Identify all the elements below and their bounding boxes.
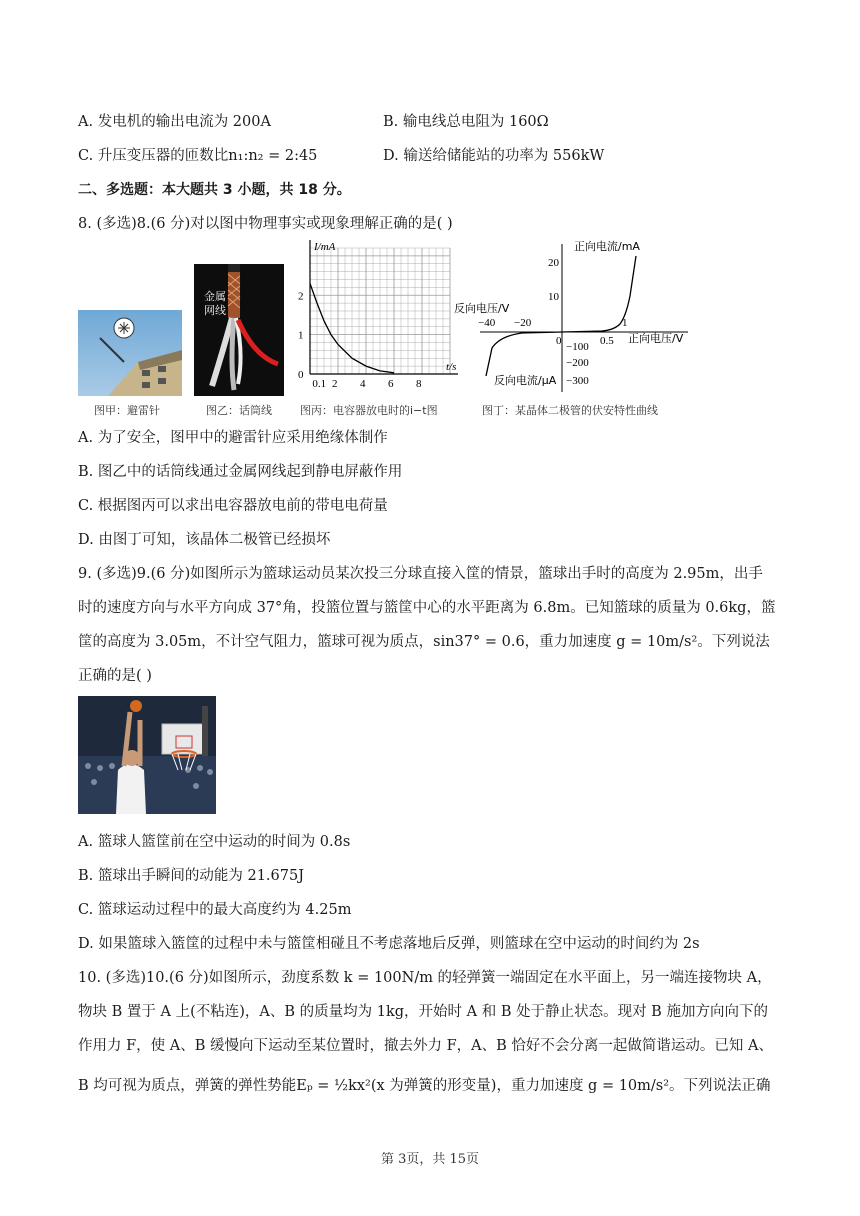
q8-stem: 8. (多选)8.(6 分)对以图中物理事实或现象理解正确的是( ) <box>78 216 453 232</box>
fig2-label-line1: 金属 <box>204 290 226 303</box>
neg-y-axis-label: 反向电流/μA <box>494 374 557 387</box>
fig-lightning-rod-photo <box>78 310 182 396</box>
q9-option-a: A. 篮球人篮筐前在空中运动的时间为 0.8s <box>78 834 351 850</box>
y-axis-label: 正向电流/mA <box>574 240 640 253</box>
x-tick-label: −40 <box>478 317 496 329</box>
x-axis-label: t/s <box>446 361 457 373</box>
fig-microphone-cable-photo <box>194 264 284 396</box>
x-tick-label: 6 <box>388 378 394 390</box>
q7-option-d: D. 输送给储能站的功率为 556kW <box>383 148 605 164</box>
q10-stem-line3: 作用力 F，使 A、B 缓慢向下运动至某位置时，撤去外力 F，A、B 恰好不会分离一起做简谐运动。已知 A、 <box>78 1038 773 1054</box>
q10-stem-line1: 10. (多选)10.(6 分)如图所示，劲度系数 k = 100N/m 的轻弹簧一端固定在水平面上，另一端连接物块 A， <box>78 970 772 986</box>
y-tick-label: −200 <box>566 357 589 369</box>
q9-option-d: D. 如果篮球入篮筐的过程中未与篮筐相碰且不考虑落地后反弹，则篮球在空中运动的时间约为 2s <box>78 936 700 952</box>
fig-diode-iv-chart <box>452 236 696 398</box>
q8-option-b: B. 图乙中的话筒线通过金属网线起到静电屏蔽作用 <box>78 464 403 480</box>
q7-option-a: A. 发电机的输出电流为 200A <box>78 114 271 130</box>
q9-option-c: C. 篮球运动过程中的最大高度约为 4.25m <box>78 902 352 918</box>
section-heading-multiple-choice: 二、多选题：本大题共 3 小题，共 18 分。 <box>78 182 351 198</box>
fig-capacitor-discharge-chart <box>290 240 460 398</box>
x-tick-label: 1 <box>622 317 628 329</box>
caption-fig-b: 图乙：话筒线 <box>206 404 272 417</box>
x-tick-label: 8 <box>416 378 422 390</box>
q9-stem-line3: 筐的高度为 3.05m，不计空气阻力，篮球可视为质点，sin37° = 0.6，重力加速度 g = 10m/s²。下列说法 <box>78 634 770 650</box>
y-tick-label: −100 <box>566 341 589 353</box>
q9-option-b: B. 篮球出手瞬间的动能为 21.675J <box>78 868 305 884</box>
x-tick-label: 4 <box>360 378 366 390</box>
q10-stem-line2: 物块 B 置于 A 上(不粘连)，A、B 的质量均为 1kg，开始时 A 和 B 处于静止状态。现对 B 施加方向向下的 <box>78 1004 768 1020</box>
q9-stem-line2: 时的速度方向与水平方向成 37°角，投篮位置与篮筐中心的水平距离为 6.8m。已知篮球的质量为 0.6kg，篮 <box>78 600 776 616</box>
x-tick-label: 2 <box>332 378 338 390</box>
page-footer: 第 3页，共 15页 <box>380 1152 480 1167</box>
y-tick-label: 0 <box>298 369 304 381</box>
fig2-label-line2: 网线 <box>204 304 226 317</box>
x-tick-label: 0 <box>556 335 562 347</box>
q9-stem-line4: 正确的是( ) <box>78 668 152 684</box>
q7-option-c: C. 升压变压器的匝数比n₁:n₂ = 2:45 <box>78 148 318 164</box>
y-tick-label: 1 <box>298 329 304 342</box>
y-tick-label: 10 <box>548 291 559 303</box>
fig-basketball-photo <box>78 696 216 814</box>
q10-stem-line4: B 均可视为质点，弹簧的弹性势能Eₚ = ½kx²(x 为弹簧的形变量)，重力加速度 g = 10m/s²。下列说法正确 <box>78 1078 771 1094</box>
x-axis-label: 正向电压/V <box>628 332 684 345</box>
q8-option-d: D. 由图丁可知，该晶体二极管已经损坏 <box>78 532 331 548</box>
caption-fig-d: 图丁：某晶体二极管的伏安特性曲线 <box>482 404 658 417</box>
q7-option-b: B. 输电线总电阻为 160Ω <box>383 114 549 130</box>
y-tick-label: −300 <box>566 375 589 387</box>
caption-fig-a: 图甲：避雷针 <box>94 404 160 417</box>
x-tick-label: 0.1 <box>312 378 327 390</box>
y-axis-label: I/mA <box>314 241 336 253</box>
neg-x-axis-label: 反向电压/V <box>454 302 510 315</box>
x-tick-label: 0.5 <box>600 335 614 347</box>
caption-fig-c: 图丙：电容器放电时的i−t图 <box>300 404 438 417</box>
q8-option-c: C. 根据图丙可以求出电容器放电前的带电电荷量 <box>78 498 388 514</box>
reverse-curve <box>486 332 562 376</box>
q9-stem-line1: 9. (多选)9.(6 分)如图所示为篮球运动员某次投三分球直接入筐的情景，篮球出手时的高度为 2.95m，出手 <box>78 566 763 582</box>
y-tick-label: 20 <box>548 257 559 269</box>
x-tick-label: −20 <box>514 317 532 329</box>
y-tick-label: 2 <box>298 290 304 303</box>
q8-option-a: A. 为了安全，图甲中的避雷针应采用绝缘体制作 <box>78 430 388 446</box>
